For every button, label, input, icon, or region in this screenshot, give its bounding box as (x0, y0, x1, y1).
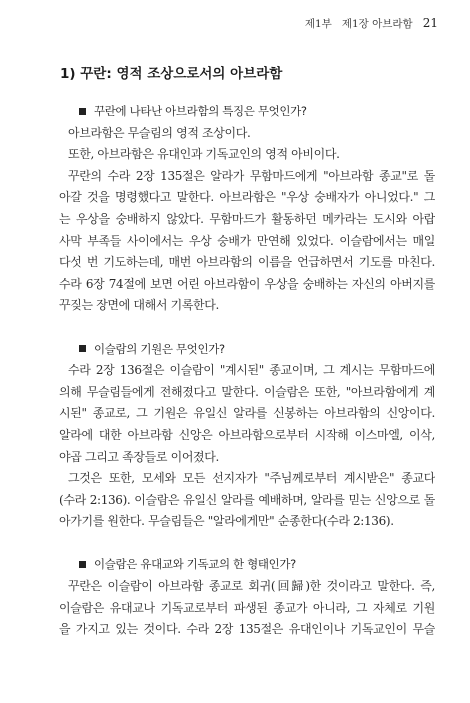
question-heading: 꾸란에 나타난 아브라함의 특징은 무엇인가? (59, 101, 435, 123)
paragraph-line: 야곱 그리고 족장들로 이어졌다. (59, 449, 220, 464)
paragraph-line: 의해 무슬림들에게 전해졌다고 말한다. 이슬람은 또한, "아브라함에게 계 (59, 384, 435, 399)
paragraph-line: 시된" 종교로, 그 기원은 유일신 알라를 신봉하는 아브라함의 신앙이다. (59, 406, 435, 421)
paragraph-line: 꾸란은 이슬람이 아브라함 종교로 회귀(回歸)한 것이라고 말한다. 즉, (68, 579, 435, 594)
paragraph-line: 아가기를 원한다. 무슬림들은 "알라에게만" 순종한다(수라 2:136). (59, 514, 394, 529)
paragraph-line: 다섯 번 기도하는데, 매번 아브라함의 이름을 언급하면서 기도를 마친다. (59, 255, 435, 270)
paragraph-line: 알라에 대한 아브라함 신앙은 아브라함으로부터 시작해 이스마엘, 이삭, (59, 427, 435, 442)
paragraph-line: 또한, 아브라함은 유대인과 기독교인의 영적 아비이다. (68, 147, 340, 162)
paragraph-line: 아브라함은 무슬림의 영적 조상이다. (68, 125, 251, 140)
body-text (59, 101, 435, 641)
section-title: 1) 꾸란: 영적 조상으로서의 아브라함 (60, 66, 283, 82)
square-bullet-icon (79, 561, 86, 568)
paragraph-line: 수라 6장 74절에 보면 어린 아브라함이 우상을 숭배하는 자신의 아버지를 (59, 276, 435, 291)
paragraph-line: 사막 부족들 사이에서는 우상 숭배가 만연해 있었다. 이슬람에서는 매일 (59, 233, 435, 248)
paragraph-line: 꾸짖는 장면에 대해서 기록한다. (59, 298, 220, 313)
running-header (305, 16, 438, 31)
paragraph-line: 을 가지고 있는 것이다. 수라 2장 135절은 유대인이나 기독교인이 무슬 (59, 622, 435, 637)
question-heading: 이슬람의 기원은 무엇인가? (59, 339, 435, 361)
page-number: 21 (422, 16, 438, 30)
paragraph-gap (59, 533, 435, 555)
paragraph-line: 꾸란의 수라 2장 135절은 알라가 무함마드에게 "아브라함 종교"로 돌 (68, 168, 435, 183)
paragraph-line: 수라 2장 136절은 이슬람이 "계시된" 종교이며, 그 계시는 무함마드에 (68, 363, 435, 378)
square-bullet-icon (79, 345, 86, 352)
square-bullet-icon (79, 108, 86, 115)
header-part: 제1부 (304, 18, 332, 30)
paragraph-line: 그것은 또한, 모세와 모든 선지자가 "주님께로부터 계시받은" 종교다 (68, 471, 435, 486)
header-chapter: 제1장 아브라함 (341, 18, 413, 30)
paragraph-line: 는 우상을 숭배하지 않았다. 무함마드가 활동하던 메카라는 도시와 아랍 (59, 211, 435, 226)
question-heading: 이슬람은 유대교와 기독교의 한 형태인가? (59, 554, 435, 576)
paragraph-line: 이슬람은 유대교나 기독교로부터 파생된 종교가 아니라, 그 자체로 기원 (59, 600, 435, 615)
paragraph-gap (59, 317, 435, 339)
paragraph-line: 아갈 것을 명령했다고 말한다. 아브라함은 "우상 숭배자가 아니었다." 그 (59, 190, 435, 205)
paragraph-line: (수라 2:136). 이슬람은 유일신 알라를 예배하며, 알라를 믿는 신앙으로 돌 (59, 492, 435, 507)
